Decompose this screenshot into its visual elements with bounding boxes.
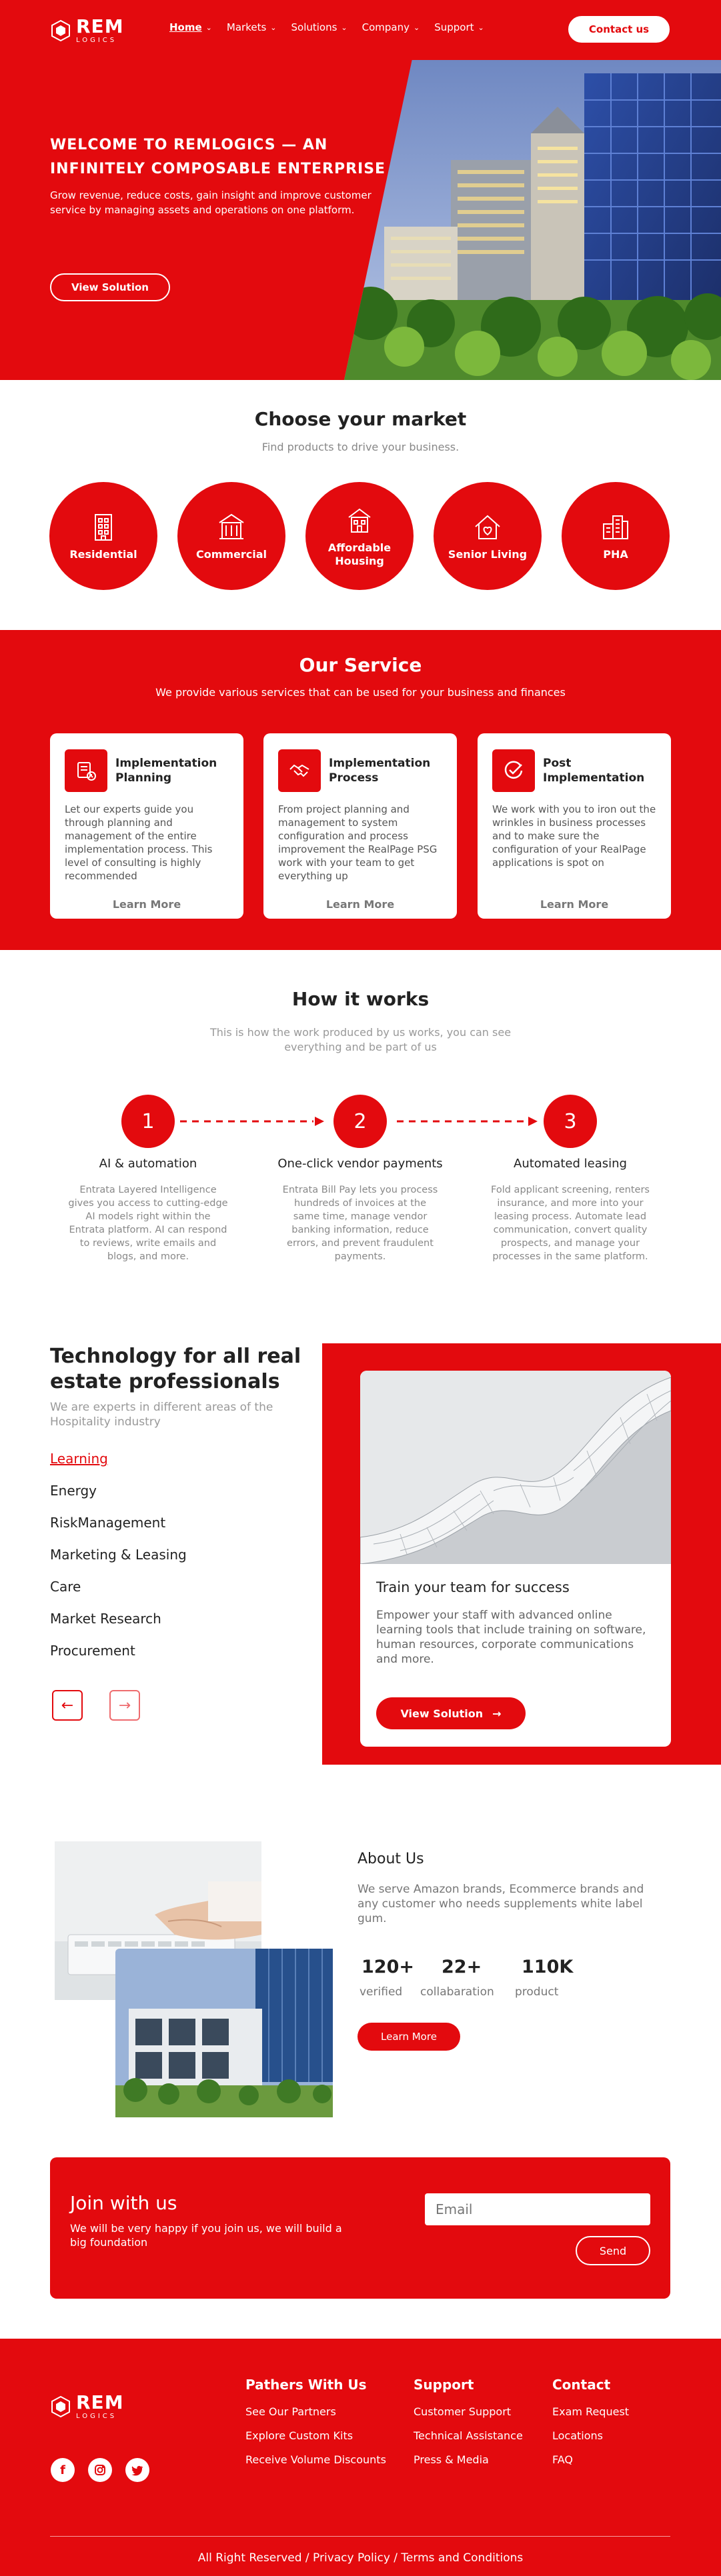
how-title: How it works [291, 988, 430, 1010]
market-residential[interactable] [49, 482, 157, 590]
nav-item-markets[interactable] [223, 21, 281, 33]
footer-column-title: Support [414, 2377, 474, 2393]
market-affordable-housing[interactable] [305, 482, 414, 590]
join-text: We will be very happy if you join us, we will build a big foundation [70, 2222, 342, 2249]
check-badge-icon [492, 749, 535, 792]
tech-title: Technology for all real estate professionals [50, 1345, 301, 1393]
house-heart-icon [472, 511, 504, 543]
footer-link[interactable]: Customer Support [414, 2405, 512, 2418]
service-card-text: Let our experts guide you through planning and management of the entire implementation process. This level of consulting is highly recommended [65, 803, 213, 882]
top-navbar [0, 0, 721, 60]
arrow-right-icon: → [118, 1697, 131, 1714]
nav-label: Home [169, 21, 202, 33]
market-senior-living[interactable] [434, 482, 542, 590]
send-button[interactable]: Send [576, 2236, 650, 2265]
nav-label: Solutions [291, 21, 337, 33]
apartment-icon [87, 511, 119, 543]
footer-link[interactable]: Press & Media [414, 2453, 489, 2466]
stat-label: collabaration [420, 1985, 494, 1999]
nav-label: Company [362, 21, 410, 33]
planning-icon [65, 749, 107, 792]
city-icon [600, 511, 632, 543]
main-nav [165, 21, 488, 33]
market-commercial[interactable] [177, 482, 285, 590]
footer [0, 2339, 721, 2576]
market-label: Senior Living [448, 548, 528, 561]
chevron-down-icon: ⌄ [270, 23, 277, 32]
footer-column-title: Pathers With Us [245, 2377, 367, 2393]
train-view-solution-button[interactable] [376, 1697, 526, 1729]
learn-more-link[interactable]: Learn More [540, 898, 609, 911]
tech-item-risk-management[interactable]: RiskManagement [50, 1515, 166, 1531]
next-arrow-button[interactable] [109, 1690, 140, 1721]
stat-number: 110K [522, 1957, 574, 1977]
stat-number: 120+ [362, 1957, 414, 1977]
logo-mark-icon [51, 19, 71, 42]
logo-tagline: LOGICS [76, 37, 117, 44]
step-number: 3 [544, 1095, 597, 1148]
train-card-text: Empower your staff with advanced online learning tools that include training on software, human resources, corporate communications and more. [376, 1609, 646, 1666]
footer-link[interactable]: Explore Custom Kits [245, 2429, 353, 2442]
market-label: PHA [603, 548, 628, 561]
service-title: Our Service [299, 654, 422, 676]
tech-item-care[interactable]: Care [50, 1579, 81, 1595]
footer-link[interactable]: Technical Assistance [414, 2429, 523, 2442]
hero-section [0, 0, 721, 380]
hero-subtitle: Grow revenue, reduce costs, gain insight and improve customer service by managing assets and operations on one platform. [50, 189, 372, 216]
brand-logo[interactable] [51, 17, 124, 44]
chevron-down-icon: ⌄ [205, 23, 212, 32]
nav-item-company[interactable] [358, 21, 424, 33]
market-label: Commercial [195, 548, 267, 561]
twitter-icon[interactable] [125, 2458, 149, 2482]
handshake-icon [278, 749, 321, 792]
footer-divider [50, 2536, 670, 2537]
hero-title: WELCOME TO REMLOGICS — AN INFINITELY COMPOSABLE ENTERPRISE [50, 137, 386, 177]
architecture-image [360, 1371, 671, 1564]
stat-number: 22+ [442, 1957, 482, 1977]
how-subtitle: This is how the work produced by us works, you can see everything and be part of us [209, 1026, 512, 1053]
nav-item-solutions[interactable] [287, 21, 351, 33]
logo-mark-icon [51, 2395, 71, 2418]
tech-item-procurement[interactable]: Procurement [50, 1643, 135, 1659]
step-title: Automated leasing [514, 1157, 627, 1171]
step-text: Fold applicant screening, renters insurance, and more into your leasing process. Automate lead communication, convert quality prospects, and manage your processes in the same platform. [491, 1185, 650, 1262]
facebook-icon[interactable]: f [51, 2458, 75, 2482]
step-title: One-click vendor payments [277, 1157, 443, 1171]
step-text: Entrata Bill Pay lets you process hundreds of invoices at the same time, manage vendor banking information, reduce errors, and prevent fraudulent payments. [282, 1185, 438, 1262]
hero-city-image [344, 60, 721, 380]
market-pha[interactable] [562, 482, 670, 590]
footer-logo[interactable] [51, 2393, 124, 2420]
arrow-right-icon: → [492, 1707, 502, 1720]
instagram-icon[interactable] [88, 2458, 112, 2482]
learn-more-button[interactable]: Learn More [357, 2023, 460, 2051]
footer-link[interactable]: Receive Volume Discounts [245, 2453, 386, 2466]
step-number: 1 [121, 1095, 175, 1148]
tech-item-marketing-leasing[interactable]: Marketing & Leasing [50, 1547, 187, 1563]
nav-label: Markets [226, 21, 267, 33]
market-label: Residential [69, 548, 137, 561]
service-card-title: Post Implementation [543, 757, 645, 785]
service-subtitle: We provide various services that can be used for your business and finances [155, 686, 566, 699]
service-card-title: Implementation Planning [115, 757, 217, 785]
logo-wordmark: REM [76, 2391, 124, 2413]
footer-link[interactable]: See Our Partners [245, 2405, 336, 2418]
tech-item-energy[interactable]: Energy [50, 1483, 97, 1499]
housing-icon [343, 504, 376, 536]
about-title: About Us [357, 1851, 424, 1867]
tech-subtitle: We are experts in different areas of the Hospitality industry [50, 1401, 273, 1429]
footer-link[interactable]: Locations [552, 2429, 604, 2442]
chevron-down-icon: ⌄ [414, 23, 420, 32]
nav-item-home[interactable] [165, 21, 216, 33]
service-section [0, 630, 721, 950]
email-input[interactable] [425, 2193, 650, 2225]
step-text: Entrata Layered Intelligence gives you access to cutting-edge AI models right within the Entrata platform. AI can respond to reviews, write emails and blogs, and more. [68, 1185, 228, 1262]
service-card-text: We work with you to iron out the wrinkles in business processes and to make sure the configuration of your RealPage applications is spot on [492, 803, 656, 869]
footer-copyright[interactable]: All Right Reserved / Privacy Policy / Terms and Conditions [197, 2551, 524, 2565]
tech-item-market-research[interactable]: Market Research [50, 1611, 161, 1627]
service-card-process [263, 733, 457, 919]
prev-arrow-button[interactable] [52, 1690, 83, 1721]
view-solution-button[interactable]: View Solution [50, 273, 170, 301]
chevron-down-icon: ⌄ [341, 23, 347, 32]
markets-title: Choose your market [254, 408, 467, 430]
stat-label: product [515, 1985, 559, 1999]
join-title: Join with us [70, 2192, 177, 2214]
service-card-text: From project planning and management to system configuration and process improvement the RealPage PSG work with your team to get everything up [278, 803, 438, 882]
footer-link[interactable]: FAQ [552, 2453, 573, 2466]
commercial-building-icon [215, 511, 247, 543]
logo-wordmark: REM [76, 15, 124, 37]
train-team-card [360, 1371, 671, 1747]
service-card-planning [50, 733, 243, 919]
footer-column-title: Contact [552, 2377, 611, 2393]
stat-label: verified [359, 1985, 403, 1999]
learn-more-link[interactable]: Learn More [112, 898, 181, 911]
footer-link[interactable]: Exam Request [552, 2405, 630, 2418]
office-building-image [115, 1949, 333, 2117]
service-card-post [478, 733, 671, 919]
markets-subtitle: Find products to drive your business. [261, 441, 460, 453]
tech-item-learning[interactable]: Learning [50, 1451, 108, 1467]
button-label: View Solution [400, 1707, 484, 1720]
join-section [50, 2157, 670, 2299]
nav-item-support[interactable] [430, 21, 488, 33]
market-label: Affordable Housing [327, 541, 392, 567]
nav-label: Support [434, 21, 474, 33]
step-number: 2 [333, 1095, 387, 1148]
contact-us-button[interactable]: Contact us [568, 16, 670, 43]
chevron-down-icon: ⌄ [478, 23, 484, 32]
train-card-title: Train your team for success [376, 1579, 570, 1595]
learn-more-link[interactable]: Learn More [325, 898, 395, 911]
service-card-title: Implementation Process [329, 757, 431, 785]
logo-tagline: LOGICS [76, 2413, 117, 2420]
arrow-left-icon: ← [61, 1697, 74, 1714]
about-text: We serve Amazon brands, Ecommerce brands and any customer who needs supplements white label gum. [357, 1883, 644, 1925]
step-title: AI & automation [99, 1157, 197, 1171]
